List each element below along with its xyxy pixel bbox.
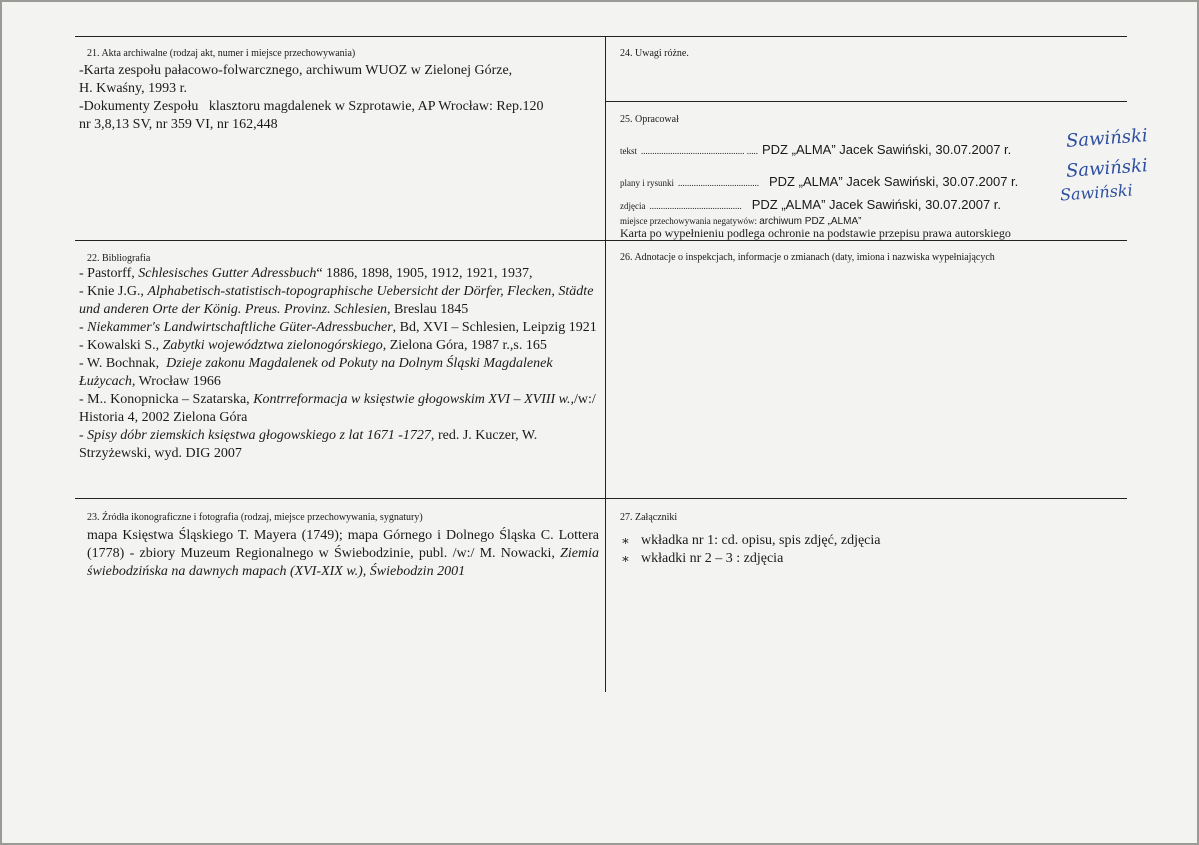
attachment-item: ∗ wkładki nr 2 – 3 : zdjęcia bbox=[621, 551, 784, 566]
iconography-sources bbox=[87, 527, 599, 581]
handwritten-signature: Sawiński bbox=[1059, 180, 1134, 205]
section-21-content bbox=[79, 62, 601, 134]
attachment-item: ∗ wkładka nr 1: cd. opisu, spis zdjęć, zdjęcia bbox=[621, 533, 881, 548]
bibliography-item: - Kowalski S., Zabytki województwa zielonogórskiego, Zielona Góra, 1987 r.,s. 165 bbox=[79, 338, 547, 353]
dot-leader: .................................... bbox=[678, 178, 759, 188]
bibliography-list bbox=[79, 265, 601, 463]
iconography-text: mapa Księstwa Śląskiego T. Mayera (1749); mapa Górnego i Dolnego Śląska C. Lottera (1778) - zbiory Muzeum Regionalnego w Świebodzinie, publ. /w:/ M. Nowacki, Ziemia świebodzińska na dawnych mapach (XVI-XIX w.), Świebodzin 2001 bbox=[87, 528, 599, 579]
section-22-label: 22. Bibliografia bbox=[87, 253, 151, 264]
rule-row-2 bbox=[75, 498, 1127, 499]
bibliography-item: - Spisy dóbr ziemskich księstwa głogowskiego z lat 1671 -1727, red. J. Kuczer, W. Strzyżewski, wyd. DIG 2007 bbox=[79, 428, 538, 461]
section-24-label: 24. Uwagi różne. bbox=[620, 48, 689, 59]
negatives-storage-label: miejsce przechowywania negatywów: bbox=[620, 216, 760, 226]
bibliography-item: - Knie J.G., Alphabetisch-statistisch-topographische Uebersicht der Dörfer, Flecken, Städte und anderen Orte der König. Preus. Provinz. Schlesien, Breslau 1845 bbox=[79, 284, 594, 317]
copyright-notice: Karta po wypełnieniu podlega ochronie na podstawie przepisu prawa autorskiego bbox=[620, 226, 1011, 240]
prepared-by-plans-row bbox=[620, 173, 1018, 191]
prepared-by-value: PDZ „ALMA” Jacek Sawiński, 30.07.2007 r. bbox=[769, 174, 1019, 189]
archive-line: H. Kwaśny, 1993 r. bbox=[79, 81, 187, 96]
handwritten-signature: Sawiński bbox=[1065, 155, 1149, 182]
asterisk-icon: ∗ bbox=[621, 533, 630, 548]
attachments-list bbox=[617, 532, 1117, 568]
prepared-by-key: zdjęcia bbox=[620, 201, 646, 211]
prepared-by-text-row bbox=[620, 141, 1011, 159]
dot-leader: .............................................. ..... bbox=[641, 146, 758, 156]
section-27-label: 27. Załączniki bbox=[620, 512, 678, 523]
prepared-by-key: tekst bbox=[620, 146, 637, 156]
prepared-by-value: PDZ „ALMA” Jacek Sawiński, 30.07.2007 r. bbox=[762, 142, 1012, 157]
bibliography-item: - W. Bochnak, Dzieje zakonu Magdalenek od Pokuty na Dolnym Śląski Magdalenek Łużycach, Wrocław 1966 bbox=[79, 356, 553, 389]
prepared-by-key: plany i rysunki bbox=[620, 178, 674, 188]
rule-24-25 bbox=[606, 101, 1127, 102]
archive-line: nr 3,8,13 SV, nr 359 VI, nr 162,448 bbox=[79, 117, 278, 132]
top-rule bbox=[75, 36, 1127, 37]
section-25-label: 25. Opracował bbox=[620, 114, 679, 125]
center-divider bbox=[605, 36, 606, 692]
dot-leader: ......................................... bbox=[649, 201, 742, 211]
archive-line: -Dokumenty Zespołu klasztoru magdalenek w Szprotawie, AP Wrocław: Rep.120 bbox=[79, 99, 544, 114]
negatives-storage-value: archiwum PDZ „ALMA” bbox=[759, 216, 862, 227]
asterisk-icon: ∗ bbox=[621, 551, 630, 566]
archive-line: -Karta zespołu pałacowo-folwarcznego, archiwum WUOZ w Zielonej Górze, bbox=[79, 63, 513, 78]
bibliography-item: - Pastorff, Schlesisches Gutter Adressbuch“ 1886, 1898, 1905, 1912, 1921, 1937, bbox=[79, 266, 533, 281]
section-21-label: 21. Akta archiwalne (rodzaj akt, numer i miejsce przechowywania) bbox=[87, 48, 356, 59]
bibliography-item: - Niekammer's Landwirtschaftliche Güter-Adressbucher, Bd, XVI – Schlesien, Leipzig 1921 bbox=[79, 320, 597, 335]
prepared-by-value: PDZ „ALMA” Jacek Sawiński, 30.07.2007 r. bbox=[751, 197, 1002, 212]
handwritten-signature: Sawiński bbox=[1065, 125, 1149, 152]
section-26-label: 26. Adnotacje o inspekcjach, informacje o zmianach (daty, imiona i nazwiska wypełniających bbox=[620, 252, 995, 263]
bibliography-item: - M.. Konopnicka – Szatarska, Kontrreformacja w księstwie głogowskim XVI – XVIII w.,/w:/ Historia 4, 2002 Zielona Góra bbox=[79, 392, 596, 425]
section-23-label: 23. Źródła ikonograficzne i fotografia (rodzaj, miejsce przechowywania, sygnatury) bbox=[87, 512, 423, 523]
